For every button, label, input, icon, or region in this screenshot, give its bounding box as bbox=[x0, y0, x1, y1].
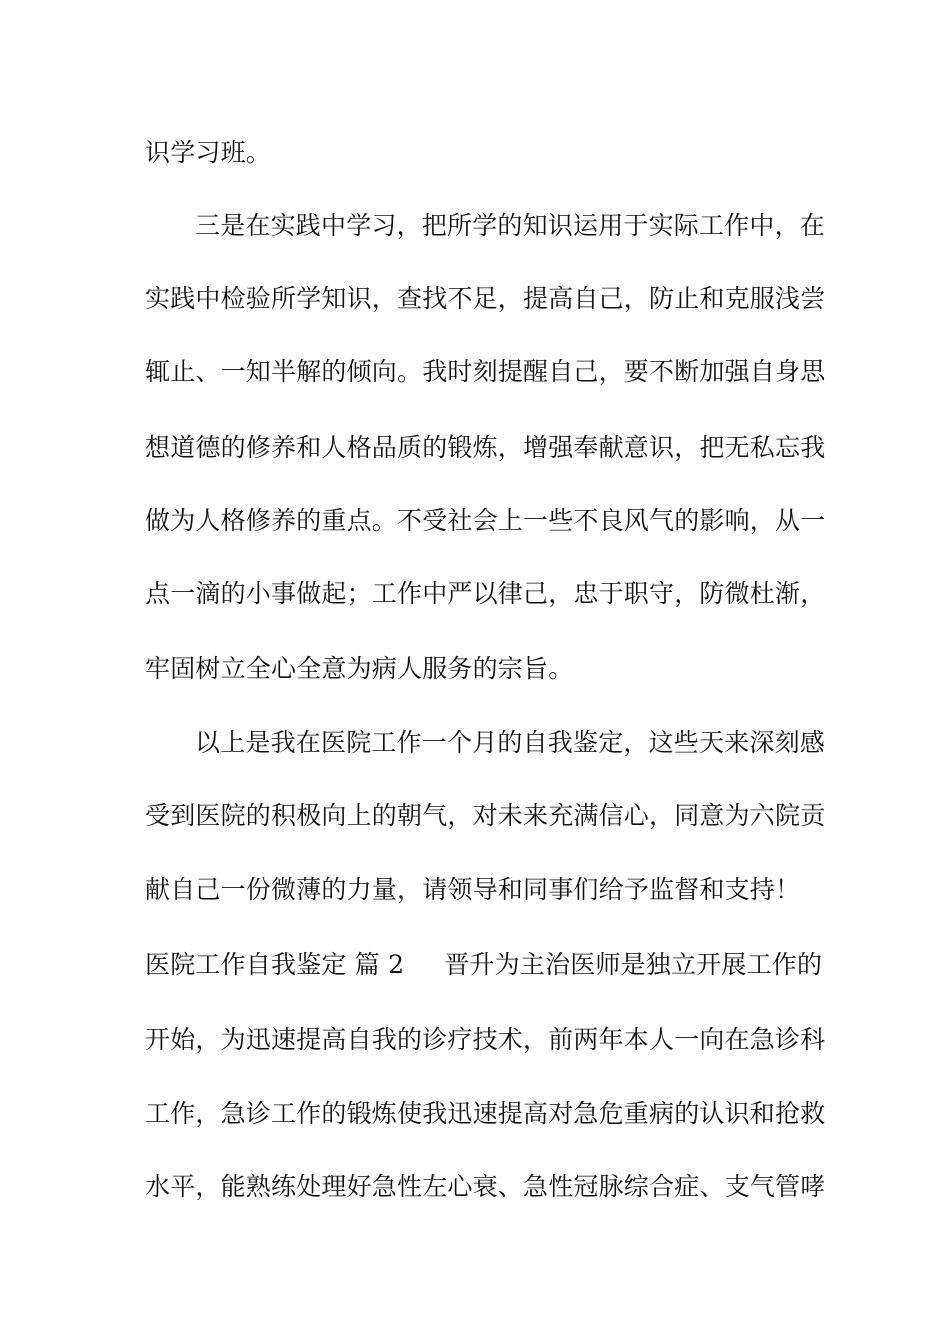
paragraph-line: 以上是我在医院工作一个月的自我鉴定，这些天来深刻感 bbox=[195, 728, 826, 757]
section-first-line: 晋升为主治医师是独立开展工作的 bbox=[444, 950, 823, 979]
paragraph-line: 开始，为迅速提高自我的诊疗技术，前两年本人一向在急诊科 bbox=[145, 1025, 826, 1054]
section-title: 医院工作自我鉴定 篇 2 bbox=[145, 950, 405, 979]
paragraph-line: 三是在实践中学习，把所学的知识运用于实际工作中，在 bbox=[195, 211, 826, 240]
section-heading-line bbox=[145, 949, 825, 981]
paragraph-line: 工作，急诊工作的锻炼使我迅速提高对急危重病的认识和抢救 bbox=[145, 1099, 826, 1128]
paragraph-line: 做为人格修养的重点。不受社会上一些不良风气的影响，从一 bbox=[145, 506, 826, 535]
paragraph-line: 点一滴的小事做起；工作中严以律己，忠于职守，防微杜渐， bbox=[145, 579, 826, 608]
paragraph-line: 辄止、一知半解的倾向。我时刻提醒自己，要不断加强自身思 bbox=[145, 357, 826, 386]
paragraph-line: 水平，能熟练处理好急性左心衰、急性冠脉综合症、支气管哮 bbox=[145, 1172, 826, 1201]
paragraph-line: 实践中检验所学知识，查找不足，提高自己，防止和克服浅尝 bbox=[145, 284, 826, 313]
paragraph-line: 识学习班。 bbox=[145, 138, 272, 167]
paragraph-line: 受到医院的积极向上的朝气，对未来充满信心，同意为六院贡 bbox=[145, 801, 826, 830]
paragraph-line: 想道德的修养和人格品质的锻炼，增强奉献意识，把无私忘我 bbox=[145, 433, 826, 462]
paragraph-line: 献自己一份微薄的力量，请领导和同事们给予监督和支持！ bbox=[145, 875, 801, 904]
paragraph-line: 牢固树立全心全意为病人服务的宗旨。 bbox=[145, 654, 574, 683]
